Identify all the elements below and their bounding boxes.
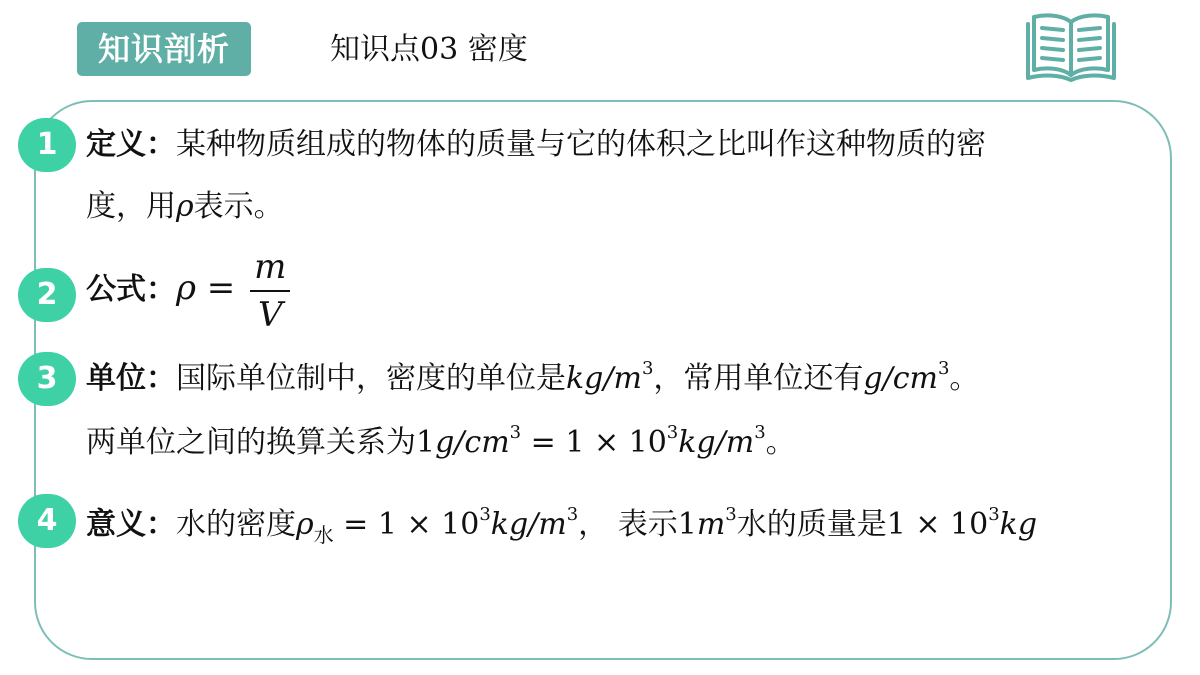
item-number-2: 2 — [18, 268, 76, 322]
equals-sign: = — [196, 268, 247, 308]
exponent: 3 — [988, 504, 1000, 525]
rho-symbol: ρ — [176, 268, 196, 308]
density-fraction — [250, 248, 290, 334]
item-number-1: 1 — [18, 118, 76, 172]
rho-symbol: ρ — [176, 189, 194, 224]
topic-title: 知识点03 密度 — [330, 32, 528, 67]
unit-g-cm3: g/cm — [435, 425, 510, 460]
unit-text: 国际单位制中，密度的单位是 — [176, 361, 566, 396]
item-label: 定义： — [86, 127, 176, 162]
conversion-end: 。 — [765, 425, 796, 460]
rho-symbol: ρ — [296, 507, 314, 542]
meaning-line — [86, 494, 1037, 556]
meaning-text-2: ， 表示 — [578, 507, 678, 542]
definition-text-2: 度，用 — [86, 189, 176, 224]
water-density-value: = 1 × 10 — [333, 507, 480, 542]
unit-line-1 — [86, 348, 979, 410]
exponent: 3 — [754, 422, 766, 443]
item-label: 单位： — [86, 361, 176, 396]
mass-value: 1 × 10 — [886, 507, 989, 542]
unit-text-2: ，常用单位还有 — [653, 361, 864, 396]
formula-line — [86, 242, 290, 336]
unit-m3: m — [696, 507, 726, 542]
open-book-icon — [1024, 10, 1118, 82]
unit-kg-m3: kg/m — [566, 361, 642, 396]
unit-text-3: 。 — [949, 361, 980, 396]
section-badge: 知识剖析 — [77, 22, 251, 76]
fraction-denominator: V — [257, 294, 283, 335]
conversion-text: 两单位之间的换算关系为 — [86, 425, 416, 460]
item-number-3: 3 — [18, 352, 76, 406]
unit-line-2 — [86, 412, 796, 474]
definition-line-1 — [86, 114, 986, 176]
item-number-4: 4 — [18, 494, 76, 548]
water-subscript: 水 — [313, 523, 334, 547]
unit-g-cm3: g/cm — [863, 361, 938, 396]
exponent: 3 — [725, 504, 737, 525]
item-label: 公式： — [86, 272, 176, 307]
unit-kg-m3: kg/m — [678, 425, 755, 460]
conversion-one: 1 — [416, 425, 436, 460]
unit-kg-m3: kg/m — [490, 507, 567, 542]
fraction-numerator: m — [250, 248, 290, 292]
exponent: 3 — [566, 504, 579, 525]
exponent: 3 — [937, 358, 950, 379]
unit-kg: kg — [999, 507, 1038, 542]
exponent: 3 — [666, 422, 679, 443]
item-label: 意义： — [86, 507, 176, 542]
definition-text-3: 表示。 — [193, 189, 284, 224]
definition-line-2 — [86, 176, 284, 238]
exponent: 3 — [641, 358, 654, 379]
meaning-text-3: 水的质量是 — [736, 507, 887, 542]
exponent: 3 — [479, 504, 491, 525]
meaning-text: 水的密度 — [176, 507, 296, 542]
conversion-value: = 1 × 10 — [521, 425, 667, 460]
definition-text: 某种物质组成的物体的质量与它的体积之比叫作这种物质的密 — [176, 127, 986, 162]
exponent: 3 — [509, 422, 522, 443]
volume-one: 1 — [677, 507, 697, 542]
